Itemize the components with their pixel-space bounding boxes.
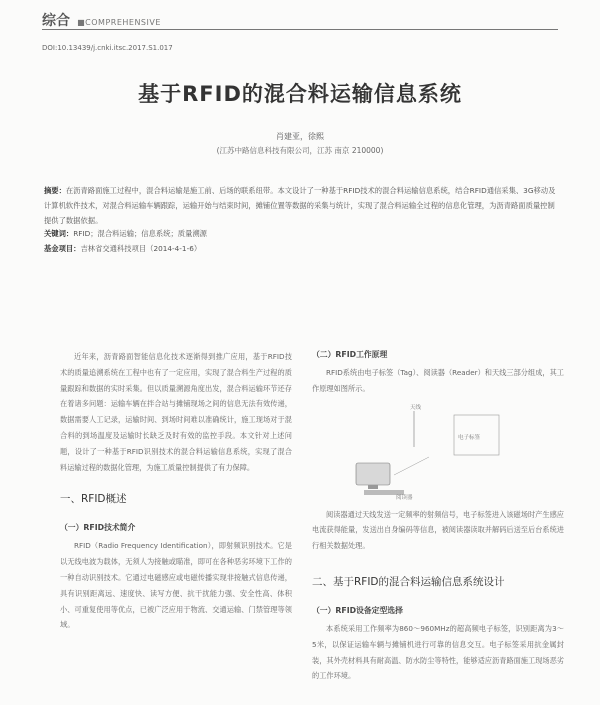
header-rule	[42, 29, 558, 30]
computer-stand	[368, 485, 378, 489]
abstract	[44, 183, 558, 228]
funding-label: 基金项目：	[44, 244, 81, 253]
affiliation: (江苏中路信息科技有限公司，江苏 南京 210000)	[216, 146, 384, 155]
subsection-heading-1-1: （一）RFID技术简介	[60, 523, 136, 533]
keywords-label: 关键词：	[44, 229, 74, 238]
section-heading-2: 二、基于RFID的混合料运输信息系统设计	[312, 575, 505, 588]
connection-line	[394, 457, 429, 475]
doi: DOI:10.13439/j.cnki.itsc.2017.S1.017	[42, 44, 173, 52]
rfid-figure	[334, 397, 544, 507]
section-heading-1: 一、RFID概述	[60, 493, 127, 506]
page-header	[42, 10, 558, 30]
subsection-heading-2-1: （一）RFID设备定型选择	[312, 605, 403, 615]
keywords	[44, 229, 207, 239]
fig-label-antenna: 天线	[410, 404, 422, 411]
abstract-label: 摘要：	[44, 186, 66, 195]
section-sublabel: ■COMPREHENSIVE	[77, 18, 161, 27]
section-label: 综合	[42, 13, 70, 29]
subsection-heading-1-2: （二）RFID工作原理	[312, 350, 388, 359]
article-title: 基于RFID的混合料运输信息系统	[138, 82, 462, 106]
computer-monitor	[356, 463, 390, 485]
keywords-text: RFID；混合料运输；信息系统；质量溯源	[73, 229, 207, 238]
section-2-1-paragraph: 本系统采用工作频率为860～960MHz的超高频电子标签，识别距离为3～5米，以保证运输车辆与摊铺机进行可靠的信息交互。电子标签采用抗金属封装，其外壳材料具有耐高温、防水防尘等特性，能够适应沥青路面施工现场恶劣的工作环境。	[312, 623, 564, 681]
intro-paragraph: 近年来，沥青路面智能信息化技术逐渐得到推广应用，基于RFID技术的质量追溯系统在工程中也有了一定应用，实现了混合料生产过程的质量跟踪和数据的实时采集。但以质量溯源角度出发，混合料运输环节还存在着诸多问题：运输车辆在拌合站与摊铺现场之间的信息无法有效传递，数据需要人工记录，运输时间、到场时间难以准确统计，施工现场对于混合料的到场温度及运输时长缺乏及时有效的监控手段。本文针对上述问题，设计了一种基于RFID识别技术的混合料运输信息系统，实现了混合料运输过程的数据化管理，为施工质量控制提供了有力保障。	[60, 352, 292, 472]
rfid-diagram	[334, 397, 544, 507]
left-column	[60, 349, 292, 633]
section-1-1-paragraph: RFID（Radio Frequency Identification），即射频识别技术。它是以无线电波为载体，无须人为接触或瞄准，即可在各种恶劣环境下工作的一种自动识别技术。它通过电磁感应或电磁传播实现非接触式信息传递，具有识别距离远、速度快、读写方便、抗干扰能力强、安全性高、体积小、可重复使用等优点，已被广泛应用于物流、交通运输、门禁管理等领域。	[60, 541, 292, 630]
fig-label-tag: 电子标签	[458, 434, 481, 441]
author-line: 肖建亚，徐熙	[276, 132, 324, 141]
abstract-text: 在沥青路面施工过程中，混合料运输是施工前、后场的联系纽带。本文设计了一种基于RFID技术的混合料运输信息系统，结合RFID通信采集、3G移动及计算机软件技术，对混合料运输车辆跟踪，运输开始与结束时间，摊铺位置等数据的采集与统计，实现了混合料运输全过程的信息化管理，为沥青路面质量控制提供了数据依据。	[44, 186, 556, 225]
after-figure-paragraph: 阅读器通过天线发送一定频率的射频信号，电子标签进入该磁场时产生感应电流获得能量，发送出自身编码等信息，被阅读器读取并解码后送至后台系统进行相关数据处理。	[312, 509, 564, 551]
right-column	[312, 349, 564, 684]
principle-paragraph: RFID系统由电子标签（Tag）、阅读器（Reader）和天线三部分组成，其工作原理如图所示。	[312, 368, 564, 393]
fig-label-reader: 阅读器	[396, 494, 413, 501]
funding-text: 吉林省交通科技项目（2014-4-1-6）	[80, 244, 202, 253]
funding	[44, 244, 201, 254]
